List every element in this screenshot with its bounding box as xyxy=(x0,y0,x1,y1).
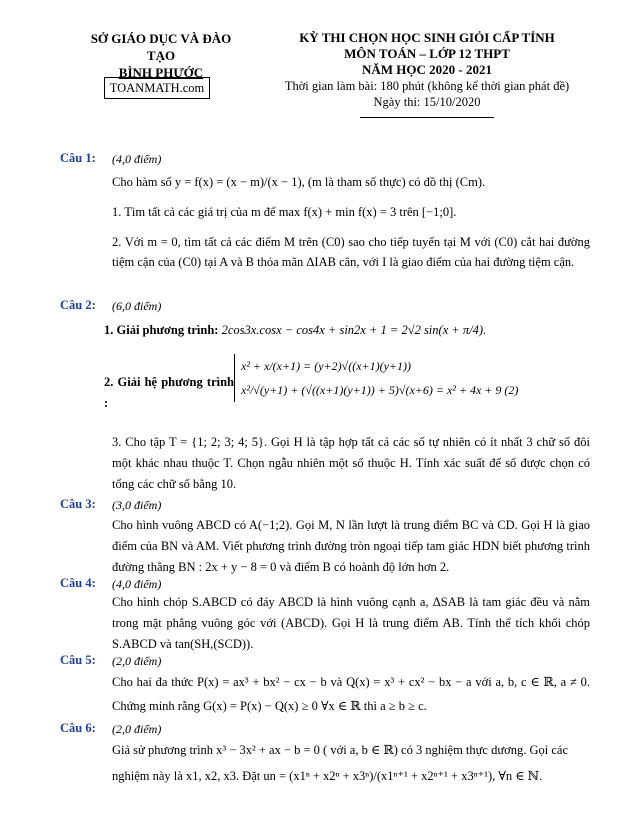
question-2-part-1-label: 1. Giải phương trình: xyxy=(104,323,219,337)
system-equation-2: x²/√(y+1) + (√((x+1)(y+1)) + 5)√(x+6) = x² + 4x + 9 (2) xyxy=(241,383,519,397)
question-2-points: (6,0 điểm) xyxy=(112,299,162,313)
exam-year: NĂM HỌC 2020 - 2021 xyxy=(362,62,492,77)
question-3-points: (3,0 điểm) xyxy=(112,498,162,512)
province-name: BÌNH PHƯỚC xyxy=(118,65,204,80)
question-4-points: (4,0 điểm) xyxy=(112,577,162,591)
question-1-intro: Cho hàm số y = f(x) = (x − m)/(x − 1), (m là tham số thực) có đồ thị (Cm). xyxy=(112,175,486,189)
exam-date: Ngày thi: 15/10/2020 xyxy=(373,95,481,109)
question-1-label: Câu 1: xyxy=(60,151,96,165)
question-4-text: Cho hình chóp S.ABCD có đáy ABCD là hình vuông cạnh a, ΔSAB là tam giác đều và nằm trong mặt phẳng vuông góc với (ABCD). Gọi H là trung điểm AB. Tính thể tích khối chóp S.ABCD và tan(SH,(SCD)). xyxy=(112,595,590,651)
equation-system xyxy=(234,354,541,402)
exam-header xyxy=(262,30,592,110)
question-5-label: Câu 5: xyxy=(60,653,96,667)
question-5-text: Cho hai đa thức P(x) = ax³ + bx² − cx − b và Q(x) = x³ + cx² − bx − a với a, b, c ∈ ℝ, a ≠ 0. Chứng minh rằng G(x) = P(x) − Q(x) ≥ 0 ∀x ∈ ℝ thì a ≥ b ≥ c. xyxy=(112,675,590,713)
question-1-part-1: 1. Tìm tất cả các giá trị của m để max f(x) + min f(x) = 3 trên [−1;0]. xyxy=(112,205,457,219)
question-6-points: (2,0 điểm) xyxy=(112,722,162,736)
system-equation-1: x² + x/(x+1) = (y+2)√((x+1)(y+1)) xyxy=(241,359,412,373)
exam-title: KỲ THI CHỌN HỌC SINH GIỎI CẤP TỈNH xyxy=(299,30,555,45)
question-6-text-1: Giả sử phương trình x³ − 3x² + ax − b = 0 ( với a, b ∈ ℝ) có 3 nghiệm thực dương. Gọi các xyxy=(112,743,569,757)
exam-duration: Thời gian làm bài: 180 phút (không kể thời gian phát đề) xyxy=(284,79,570,93)
question-6-text-2: nghiệm này là x1, x2, x3. Đặt un = (x1ⁿ + x2ⁿ + x3ⁿ)/(x1ⁿ⁺¹ + x2ⁿ⁺¹ + x3ⁿ⁺¹), ∀n ∈ ℕ. xyxy=(112,769,543,783)
question-4-label: Câu 4: xyxy=(60,576,96,590)
site-badge: TOANMATH.com xyxy=(104,77,210,99)
question-2-part-1 xyxy=(104,320,590,341)
question-2-part-1-equation: 2cos3x.cosx − cos4x + sin2x + 1 = 2√2 sin(x + π/4). xyxy=(221,323,487,337)
question-6-label: Câu 6: xyxy=(60,721,96,735)
header-divider xyxy=(360,117,494,118)
question-1-part-2: 2. Với m = 0, tìm tất cả các điểm M trên (C0) sao cho tiếp tuyến tại M với (C0) cắt hai đường tiệm cận của (C0) tại A và B thỏa mãn ΔIAB cân, với I là giao điểm của hai đường tiệm cận. xyxy=(112,235,590,269)
question-2-label: Câu 2: xyxy=(60,298,96,312)
department-name: SỞ GIÁO DỤC VÀ ĐÀO TẠO xyxy=(90,31,232,63)
question-3-label: Câu 3: xyxy=(60,497,96,511)
question-1-points: (4,0 điểm) xyxy=(112,152,162,166)
department-header xyxy=(76,30,246,81)
question-2-part-2-label: 2. Giải hệ phương trình : xyxy=(104,375,234,410)
question-5-points: (2,0 điểm) xyxy=(112,654,162,668)
exam-subject: MÔN TOÁN – LỚP 12 THPT xyxy=(344,46,510,61)
question-3-text: Cho hình vuông ABCD có A(−1;2). Gọi M, N lần lượt là trung điểm BC và CD. Gọi H là giao điểm của BN và AM. Viết phương trình đường tròn ngoại tiếp tam giác HDN biết phương trình đường thẳng BN : 2x + y − 8 = 0 và điểm B có hoành độ lớn hơn 2. xyxy=(112,518,590,574)
question-2-part-3: 3. Cho tập T = {1; 2; 3; 4; 5}. Gọi H là tập hợp tất cả các số tự nhiên có ít nhất 3 chữ số đôi một khác nhau thuộc T. Chọn ngẫu nhiên một số thuộc H. Tính xác suất để số được chọn có tổng các chữ số bằng 10. xyxy=(112,435,590,491)
